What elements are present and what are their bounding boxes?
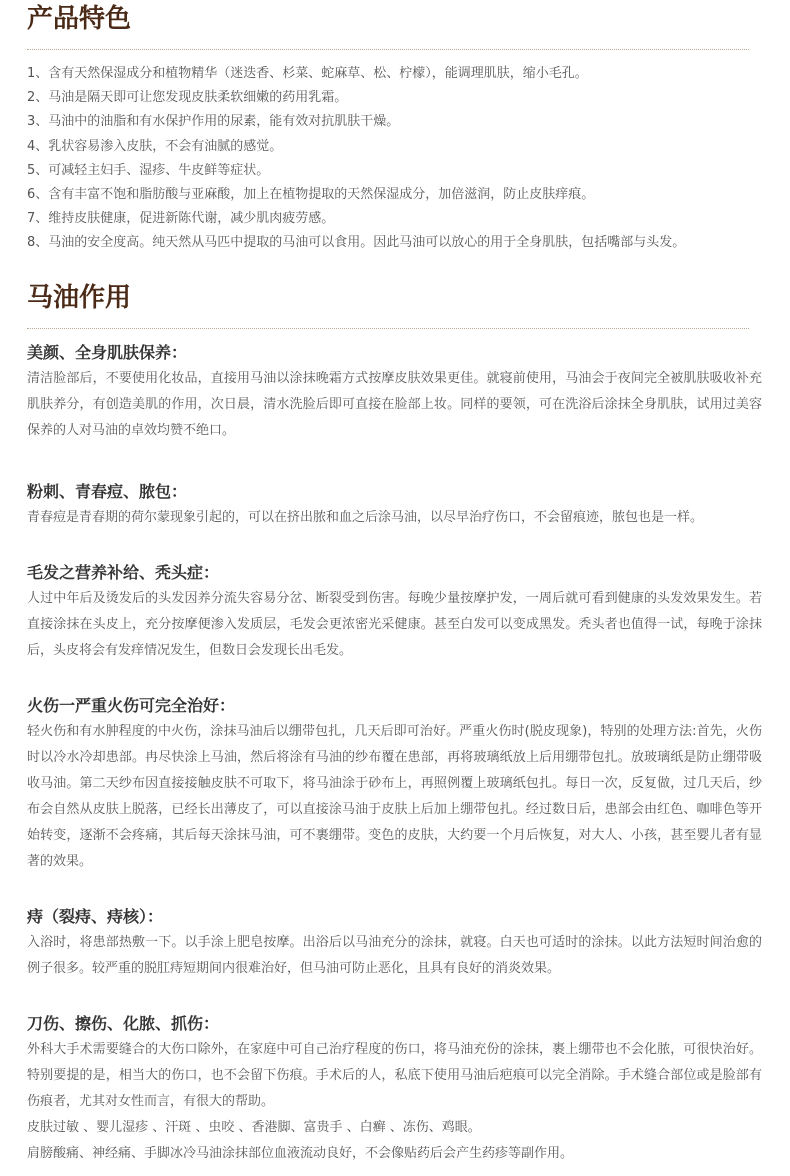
effect-title: 毛发之营养补给、秃头症：: [27, 563, 220, 582]
effect-body: 入浴时，将患部热敷一下。以手涂上肥皂按摩。出浴后以马油充分的涂抹，就寝。白天也可适时的涂抹。以此方法短时间治愈的例子很多。较严重的脱肛痔短期间内很难治好，但马油可防止恶化，且具有良好的消炎效果。: [27, 935, 762, 976]
effect-body: 轻火伤和有水肿程度的中火伤，涂抹马油后以绷带包扎，几天后即可治好。严重火伤时(脱皮现象)，特别的处理方法:首先，火伤时以冷水冷却患部。冉尽快涂上马油，然后将涂有马油的纱布覆在患部，再将玻璃纸放上后用绷带包扎。放玻璃纸是防止绷带吸收马油。第二天纱布因直接接触皮肤不可取下，将马油涂于砂布上，再照例覆上玻璃纸包扎。每日一次，反复做，过几天后，纱布会自然从皮肤上脱落，已经长出薄皮了，可以直接涂马油于皮肤上后加上绷带包扎。经过数日后，患部会由红色、咖啡色等开始转变，逐渐不会疼痛，其后每天涂抹马油，可不裹绷带。变色的皮肤，大约要一个月后恢复，对大人、小孩，甚至婴儿者有显著的效果。: [27, 724, 762, 869]
effect-title: 火伤一严重火伤可完全治好：: [27, 696, 236, 715]
feature-list: [27, 62, 767, 256]
effects-divider: [27, 328, 749, 329]
effect-title: 美颜、全身肌肤保养：: [27, 343, 188, 362]
effect-block-hair: [27, 560, 762, 664]
effect-body: 外科大手术需要缝合的大伤口除外，在家庭中可自己治疗程度的伤口，将马油充份的涂抹，裹上绷带也不会化脓，可很快治好。特别要提的是，相当大的伤口，也不会留下伤痕。手术后的人，私底下使用马油后疤痕可以完全消除。手术缝合部位或是脸部有伤痕者，尤其对女性而言，有很大的帮助。: [27, 1042, 762, 1109]
feature-item: 6、含有丰富不饱和脂肪酸与亚麻酸，加上在植物提取的天然保湿成分，加倍滋润，防止皮肤痒痕。: [27, 187, 595, 203]
effect-extra-line: 皮肤过敏 、婴儿湿疹 、汗斑 、虫咬 、香港脚、富贵手 、白癣 、冻伤、鸡眼。: [27, 1120, 481, 1135]
feature-item: 2、马油是隔天即可让您发现皮肤柔软细嫩的药用乳霜。: [27, 90, 348, 106]
effect-body: 清洁脸部后，不要使用化妆品，直接用马油以涂抹晚霜方式按摩皮肤效果更佳。就寝前使用，马油会于夜间完全被肌肤吸收补充肌肤养分，有创造美肌的作用，次日晨，清水洗脸后即可直接在脸部上妆。同样的要领，可在洗浴后涂抹全身肌肤，试用过美容保养的人对马油的卓效均赞不绝口。: [27, 371, 762, 438]
features-divider: [27, 49, 749, 50]
effect-block-burns: [27, 693, 762, 875]
feature-item: 1、含有天然保湿成分和植物精华（迷迭香、杉菜、蛇麻草、松、柠檬），能调理肌肤，缩小毛孔。: [27, 66, 588, 81]
effect-block-wounds: [27, 1011, 762, 1167]
effect-block-hemorrhoids: [27, 904, 762, 982]
effect-block-acne: [27, 479, 762, 531]
feature-item: 3、马油中的油脂和有水保护作用的尿素，能有效对抗肌肤干燥。: [27, 114, 400, 130]
feature-item: 8、马油的安全度高。纯天然从马匹中提取的马油可以食用。因此马油可以放心的用于全身肌肤，包括嘴部与头发。: [27, 235, 686, 251]
feature-item: 5、可减轻主妇手、湿疹、牛皮鲜等症状。: [27, 162, 270, 178]
effect-body: 人过中年后及烫发后的头发因养分流失容易分岔、断裂受到伤害。每晚少量按摩护发，一周后就可看到健康的头发效果发生。若直接涂抹在头皮上，充分按摩便渗入发质层，毛发会更浓密光采健康。甚至白发可以变成黑发。秃头者也值得一试，每晚于涂抹后，头皮将会有发痒情况发生，但数日会发现长出毛发。: [27, 591, 762, 658]
feature-item: 4、乳状容易渗入皮肤，不会有油腻的感觉。: [27, 138, 283, 154]
effects-section: [27, 340, 762, 1167]
effect-body: 青春痘是青春期的荷尔蒙现象引起的，可以在挤出脓和血之后涂马油，以尽早治疗伤口，不会留痕迹，脓包也是一样。: [27, 510, 704, 525]
effect-title: 刀伤、擦伤、化脓、抓伤：: [27, 1014, 220, 1033]
effect-title: 痔（裂痔、痔核）：: [27, 907, 164, 926]
effects-heading: 马油作用: [27, 283, 132, 313]
effect-title: 粉刺、青春痘、脓包：: [27, 482, 188, 501]
feature-item: 7、维持皮肤健康，促进新陈代谢，减少肌肉疲劳感。: [27, 211, 335, 227]
features-heading: 产品特色: [27, 4, 132, 34]
effect-block-skincare: [27, 340, 762, 444]
effect-extra-line: 肩膀酸痛、神经痛、手脚冰冷马油涂抹部位血液流动良好，不会像贴药后会产生药疹等副作用。: [27, 1146, 574, 1161]
